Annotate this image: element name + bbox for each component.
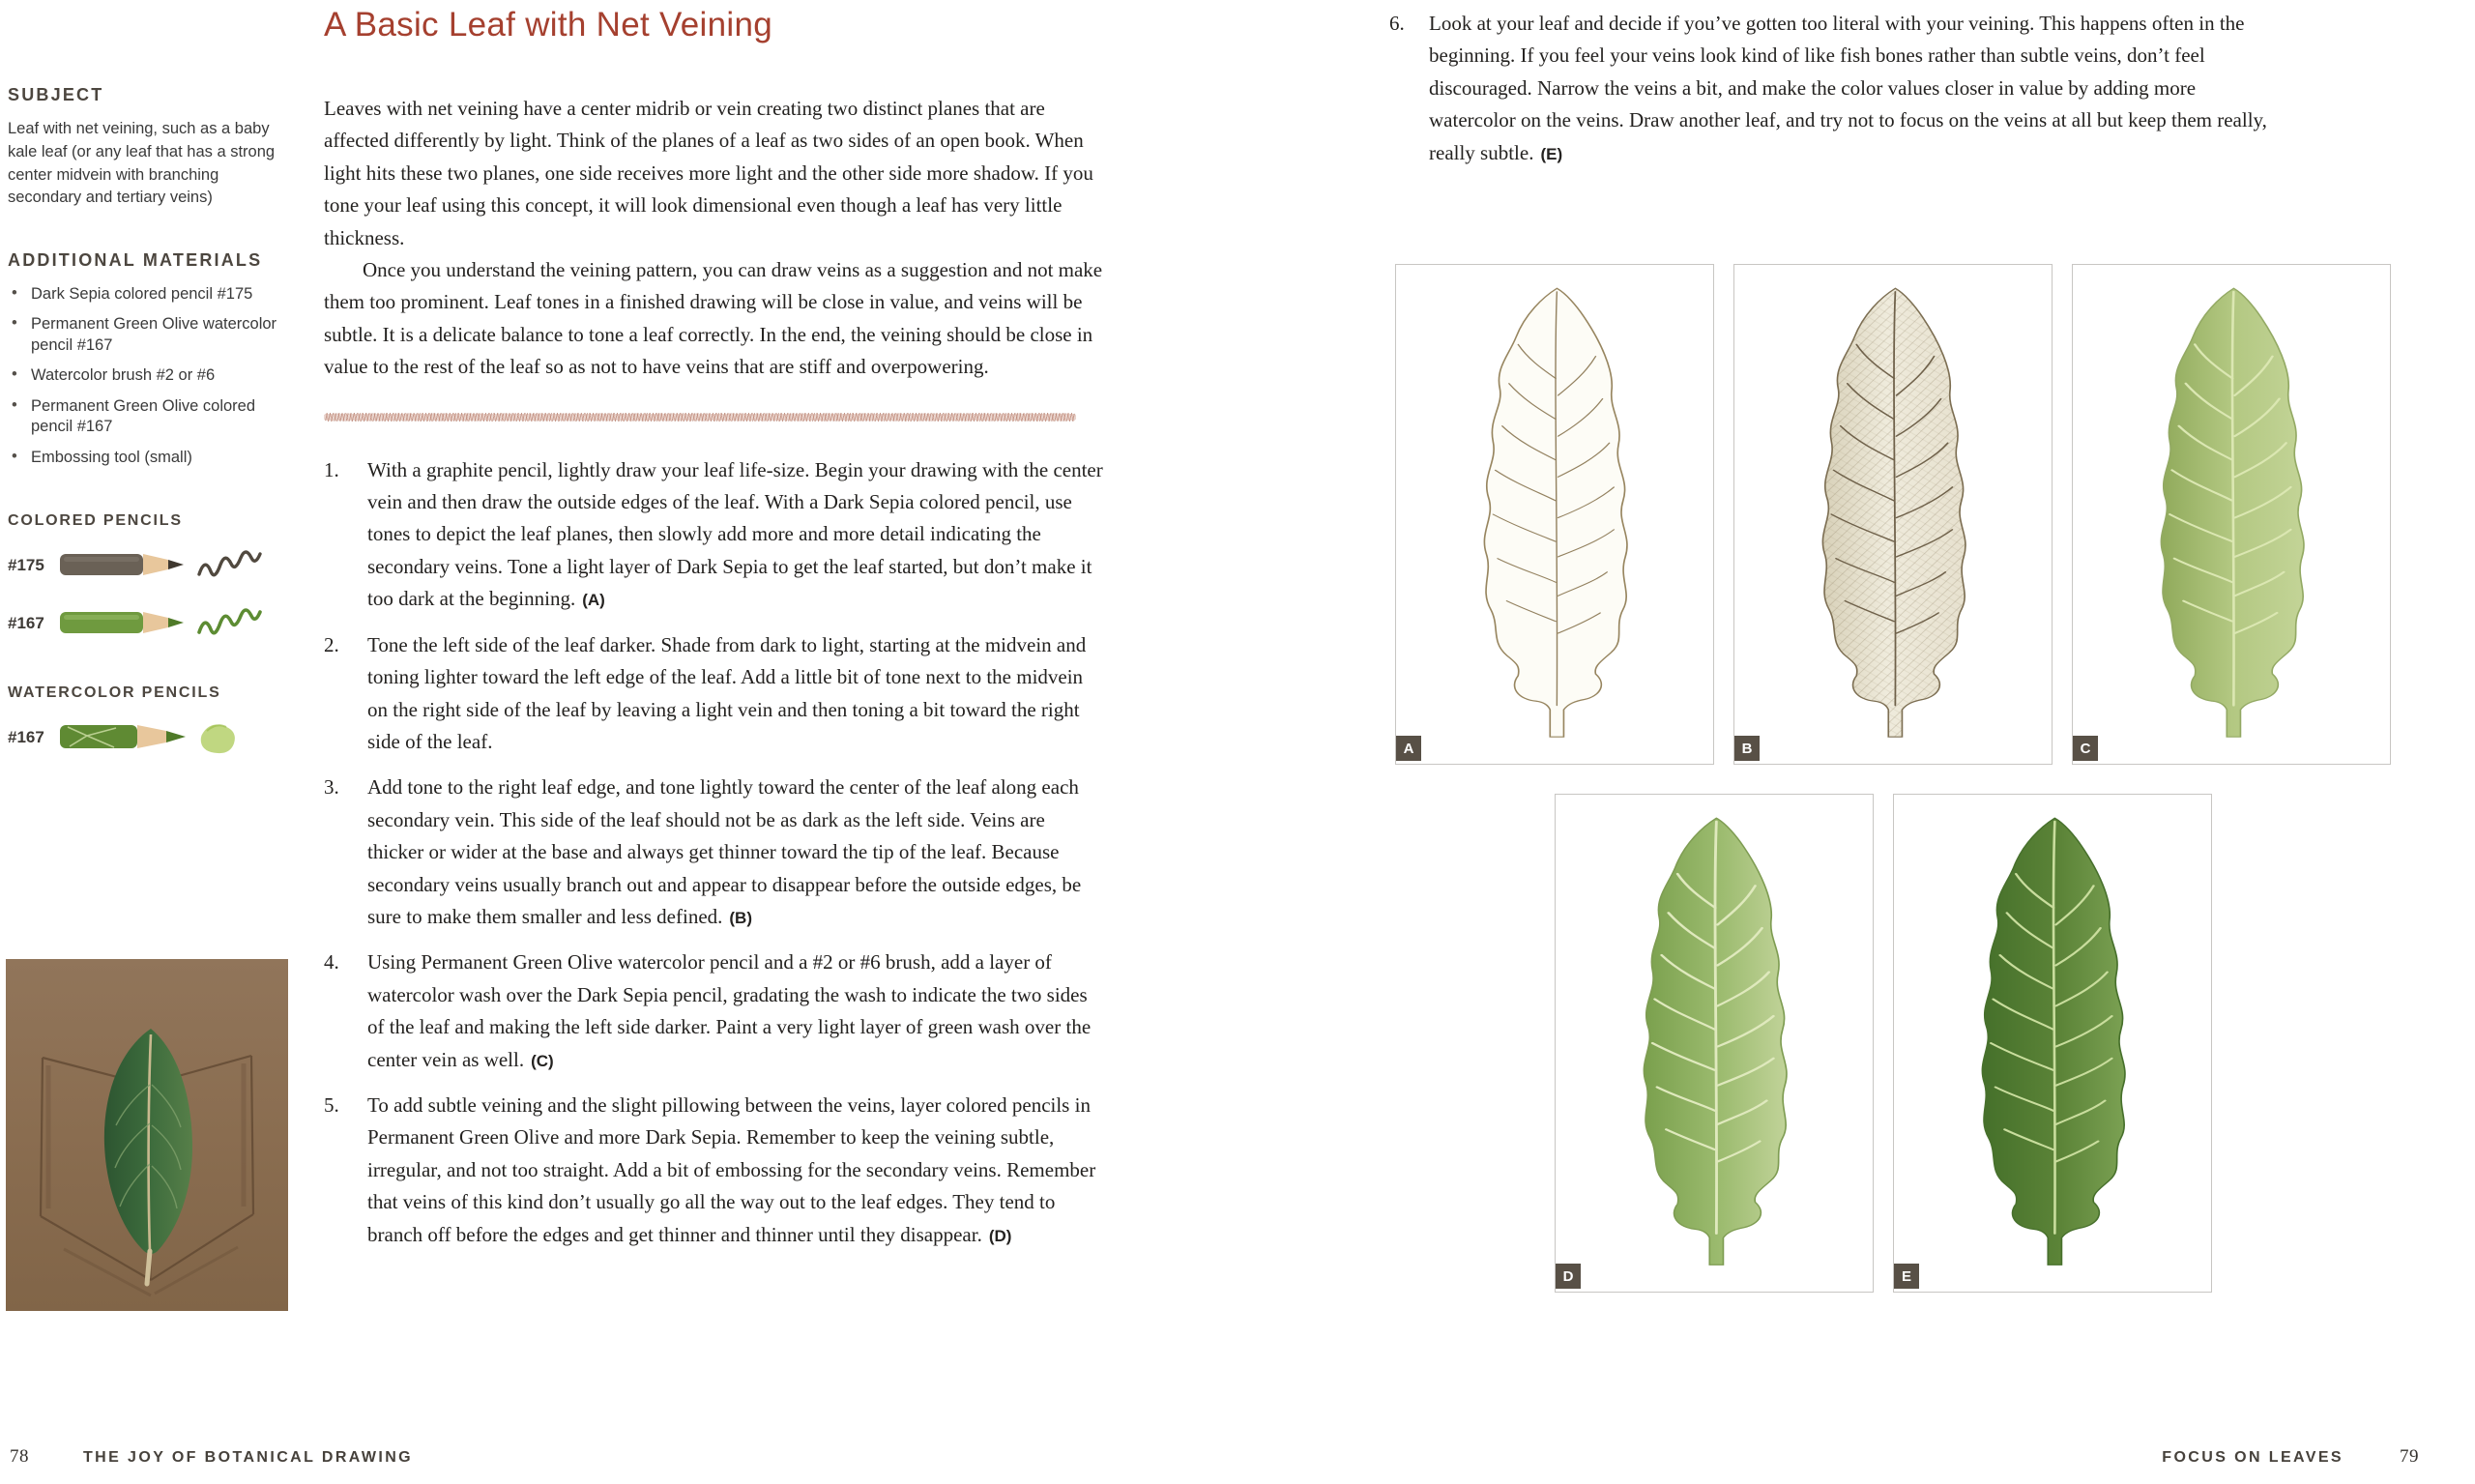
- step-item: 5. To add subtle veining and the slight pillowing between the veins, layer colored pencils in Permanent Green Olive and more Dark Sepia. Remember to keep the veining subtle, irregular, and not too straight. Add a bit of embossing for the secondary veins. Remember that veins of this kind don’t usually go all the way out to the leaf edges. They tend to branch off before the edges and get thinner and thinner until they disappear. (D): [324, 1092, 1096, 1246]
- pencil-id: #175: [8, 556, 44, 575]
- materials-list: [8, 284, 290, 468]
- figure-panel-b: [1733, 264, 2053, 765]
- chapter-title-footer: FOCUS ON LEAVES: [2162, 1449, 2344, 1466]
- left-page-main: [324, 6, 1103, 1265]
- book-title-footer: THE JOY OF BOTANICAL DRAWING: [83, 1449, 413, 1466]
- step-item: 2. Tone the left side of the leaf darker. Shade from dark to light, starting at the midvein and toning lighter toward the left edge of the leaf. Add a little bit of tone next to the midvein on the right side of the leaf by leaving a light vein and then toning a bit toward the right side of the leaf.: [324, 632, 1087, 753]
- leaf-illustration-light-green: [2117, 276, 2345, 752]
- dark-sepia-pencil-icon: [58, 543, 286, 588]
- sidebar: [8, 85, 290, 760]
- left-page-footer: [10, 1446, 413, 1468]
- list-item: • Permanent Green Olive colored pencil #167: [12, 395, 256, 436]
- right-page-number: 79: [2400, 1446, 2419, 1467]
- leaf-illustration-medium-green: [1600, 806, 1828, 1280]
- list-item: • Embossing tool (small): [12, 447, 192, 466]
- list-item: • Watercolor brush #2 or #6: [12, 365, 216, 385]
- figure-panel-c: [2072, 264, 2391, 765]
- panel-label: B: [1734, 736, 1760, 761]
- figure-ref: (B): [729, 908, 752, 927]
- step-item: 1. With a graphite pencil, lightly draw your leaf life-size. Begin your drawing with the center vein and then draw the outside edges of the leaf. With a Dark Sepia colored pencil, use tones to depict the leaf planes, then slowly add more and more detail indicating the secondary veins. Tone a light layer of Dark Sepia to get the leaf started, but don’t make it too dark at the beginning. (A): [324, 457, 1103, 611]
- green-pencil-icon: [58, 601, 286, 646]
- watercolor-pencils-heading: WATERCOLOR PENCILS: [8, 684, 221, 702]
- figure-ref: (C): [531, 1051, 554, 1070]
- intro-paragraphs: [324, 93, 1103, 384]
- leaf-illustration-outline: [1441, 276, 1669, 752]
- panel-label: D: [1556, 1264, 1581, 1289]
- pencil-id: #167: [8, 728, 44, 747]
- step-item: 3. Add tone to the right leaf edge, and tone lightly toward the center of the leaf along each secondary vein. This side of the leaf should not be as dark as the left side. Veins are thicker or wider at the base and always get thinner toward the tip of the leaf. Because secondary veins usually branch out and appear to disappear before the outside edges, be sure to make them smaller and less defined. (B): [324, 775, 1082, 928]
- watercolor-pencil-row-167: [8, 715, 290, 760]
- panel-label: C: [2073, 736, 2098, 761]
- materials-heading: ADDITIONAL MATERIALS: [8, 250, 263, 270]
- green-scribble-icon: [199, 610, 260, 633]
- panel-label: E: [1894, 1264, 1919, 1289]
- leaf-illustration-dark-green: [1938, 806, 2167, 1280]
- subject-heading: SUBJECT: [8, 85, 104, 104]
- bullet-icon: •: [12, 284, 17, 302]
- sepia-scribble-icon: [199, 552, 260, 575]
- colored-pencils-heading: COLORED PENCILS: [8, 512, 183, 530]
- pencil-row-167: [8, 601, 290, 646]
- figure-ref: (A): [582, 591, 605, 610]
- list-item: • Dark Sepia colored pencil #175: [12, 284, 253, 303]
- right-page-footer: [2162, 1446, 2419, 1468]
- leaf-on-book-photo: [6, 959, 288, 1311]
- scribble-divider: [324, 413, 1076, 422]
- bullet-icon: •: [12, 395, 17, 414]
- bullet-icon: •: [12, 314, 17, 333]
- bullet-icon: •: [12, 447, 17, 465]
- left-page-number: 78: [10, 1446, 29, 1467]
- intro-paragraph: Once you understand the veining pattern, you can draw veins as a suggestion and not make them too prominent. Leaf tones in a finished drawing will be close in value, and veins will be subtle. It is a delicate balance to tone a leaf correctly. In the end, the veining should be close in value to the rest of the leaf so as not to have veins that are stiff and overpowering.: [324, 258, 1103, 379]
- intro-paragraph: Leaves with net veining have a center midrib or vein creating two distinct planes that are affected differently by light. Think of the planes of a leaf as two sides of an open book. When light hits these two planes, one side receives more light and the other side more shadow. If you tone your leaf using this concept, it will look dimensional even though a leaf has very little thickness.: [324, 97, 1093, 249]
- leaf-illustration-toned: [1779, 276, 2007, 752]
- figure-panel-e: [1893, 794, 2212, 1293]
- pencil-row-175: [8, 543, 290, 588]
- list-item: • Permanent Green Olive watercolor pencil #167: [12, 314, 277, 354]
- step-item: 4. Using Permanent Green Olive watercolor pencil and a #2 or #6 brush, add a layer of watercolor wash over the Dark Sepia pencil, gradating the wash to indicate the two sides of the leaf and making the left side darker. Paint a very light layer of green wash over the center vein as well. (C): [324, 950, 1092, 1071]
- right-page-main: [1389, 8, 2269, 170]
- pencil-id: #167: [8, 614, 44, 633]
- panel-label: A: [1396, 736, 1421, 761]
- watercolor-swatch-icon: [201, 725, 235, 754]
- bullet-icon: •: [12, 365, 17, 384]
- figure-panel-d: [1555, 794, 1874, 1293]
- subject-text: Leaf with net veining, such as a baby kale leaf (or any leaf that has a strong center midvein with branching secondary and tertiary veins): [8, 120, 276, 207]
- green-watercolor-pencil-icon: [58, 715, 286, 760]
- page-title: A Basic Leaf with Net Veining: [324, 6, 772, 44]
- steps-list: [324, 454, 1103, 1252]
- step-item: 6. Look at your leaf and decide if you’ve gotten too literal with your veining. This happens often in the beginning. If you feel your veins look kind of like fish bones rather than subtle veins, don’t feel discouraged. Narrow the veins a bit, and make the color values closer in value by adding more watercolor on the veins. Draw another leaf, and try not to focus on the veins at all but keep them really, really subtle. (E): [1389, 12, 2267, 164]
- figure-ref: (D): [988, 1226, 1012, 1245]
- figure-panel-a: [1395, 264, 1714, 765]
- figure-ref: (E): [1540, 144, 1563, 163]
